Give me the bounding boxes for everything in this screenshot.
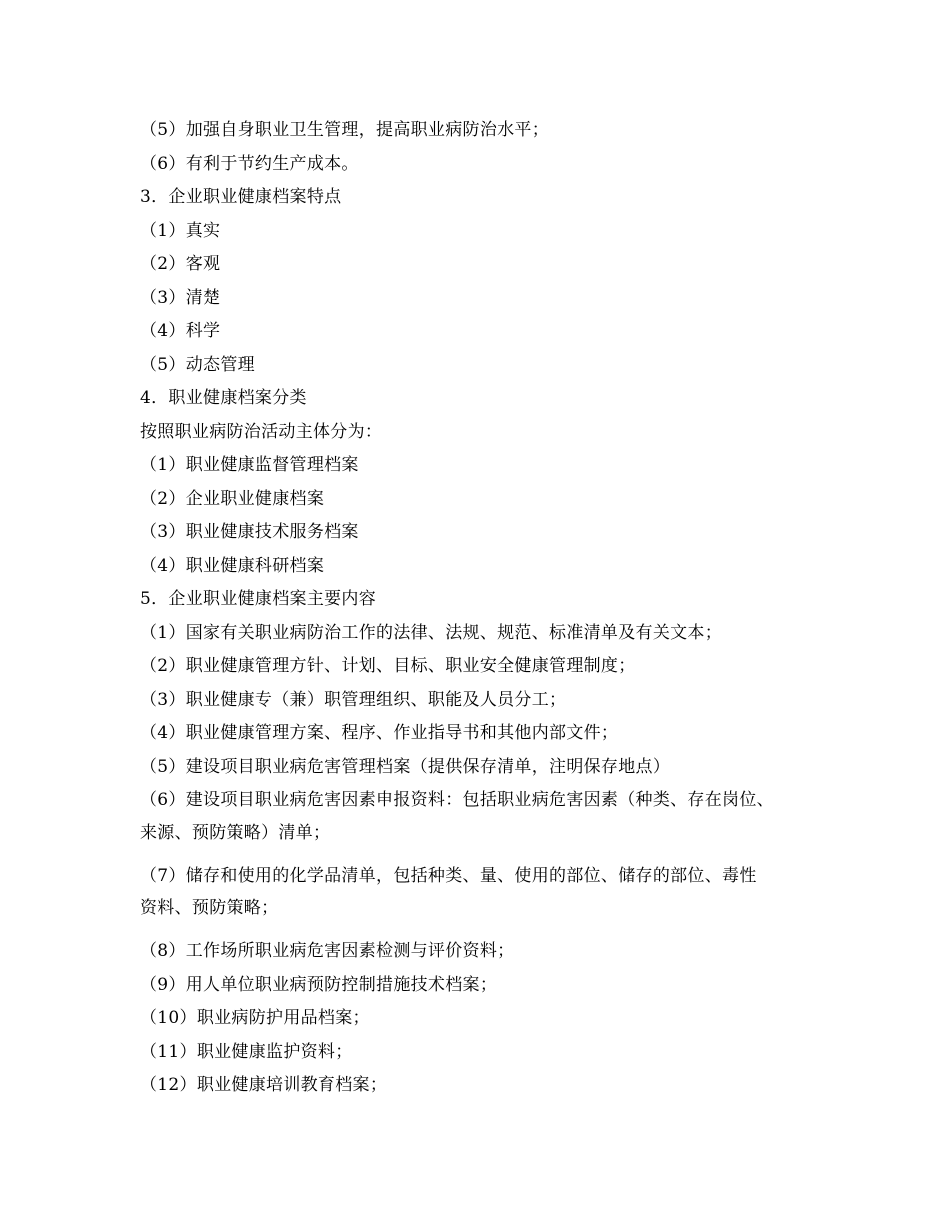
list-item: （3）清楚: [140, 287, 221, 308]
list-item: （3）职业健康专（兼）职管理组织、职能及人员分工；: [140, 689, 567, 710]
list-item: （8）工作场所职业病危害因素检测与评价资料；: [140, 941, 515, 961]
list-item-continuation: 资料、预防策略；: [140, 898, 279, 918]
list-item: （9）用人单位职业病预防控制措施技术档案；: [140, 974, 498, 995]
list-item: （2）客观: [140, 254, 221, 274]
list-item: （2）企业职业健康档案: [140, 488, 325, 509]
section-heading: 4．职业健康档案分类: [140, 388, 307, 408]
list-item: （5）建设项目职业病危害管理档案（提供保存清单，注明保存地点）: [140, 756, 671, 777]
list-item: （7）储存和使用的化学品清单，包括种类、量、使用的部位、储存的部位、毒性: [140, 865, 757, 886]
list-item: （6）建设项目职业病危害因素申报资料：包括职业病危害因素（种类、存在岗位、: [140, 790, 774, 810]
list-item: （1）国家有关职业病防治工作的法律、法规、规范、标准清单及有关文本；: [140, 622, 723, 643]
list-item: （3）职业健康技术服务档案: [140, 522, 359, 542]
list-item: （5）动态管理: [140, 354, 255, 375]
section-heading: 5．企业职业健康档案主要内容: [140, 589, 377, 609]
list-item: （1）真实: [140, 220, 221, 241]
list-item-continuation: 来源、预防策略）清单；: [140, 822, 331, 843]
list-item: （4）科学: [140, 321, 221, 341]
list-item: （11）职业健康监护资料；: [140, 1041, 353, 1062]
list-item: （1）职业健康监督管理档案: [140, 455, 359, 475]
list-item: （4）职业健康科研档案: [140, 555, 325, 576]
document-body: [140, 114, 830, 1103]
list-item: （10）职业病防护用品档案；: [140, 1008, 370, 1028]
text-line: （6）有利于节约生产成本。: [140, 153, 359, 174]
list-item: （12）职业健康培训教育档案；: [140, 1075, 388, 1095]
list-item: （2）职业健康管理方针、计划、目标、职业安全健康管理制度；: [140, 656, 636, 676]
text-line: 按照职业病防治活动主体分为：: [140, 421, 383, 442]
section-heading: 3．企业职业健康档案特点: [140, 187, 342, 207]
list-item: （4）职业健康管理方案、程序、作业指导书和其他内部文件；: [140, 723, 619, 743]
text-line: （5）加强自身职业卫生管理，提高职业病防治水平；: [140, 120, 550, 140]
